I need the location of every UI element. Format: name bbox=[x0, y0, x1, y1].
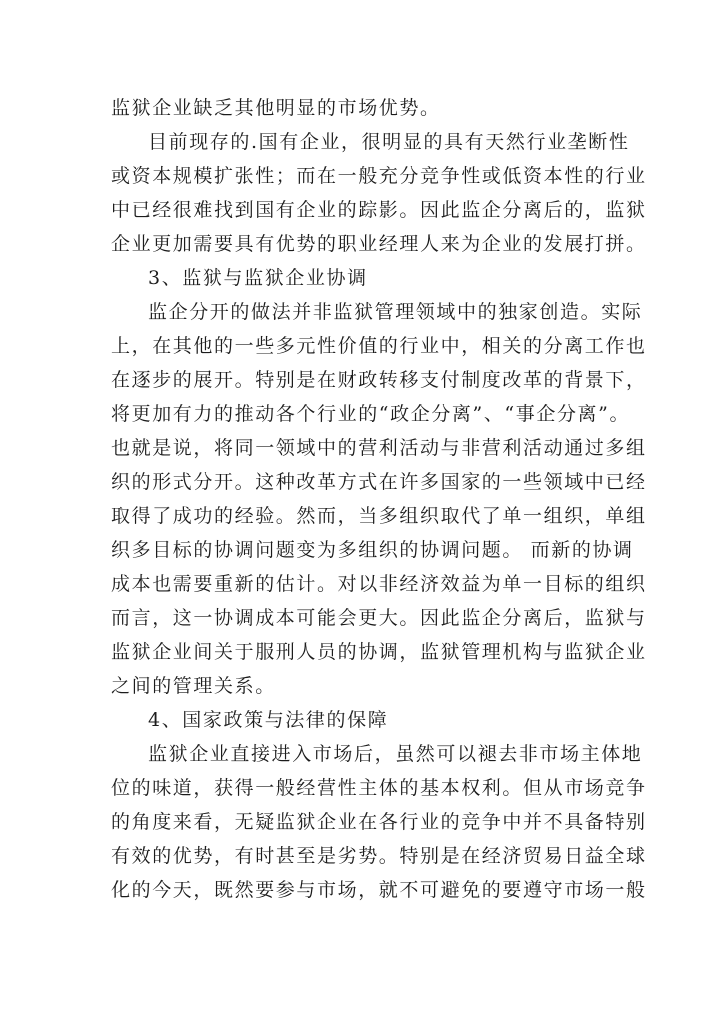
text-line: 取得了成功的经验。然而，当多组织取代了单一组织，单组 bbox=[111, 505, 647, 527]
text-line: 织多目标的协调问题变为多组织的协调问题。 而新的协调 bbox=[111, 539, 634, 561]
text-line: 之间的管理关系。 bbox=[111, 675, 276, 697]
text-line: 有效的优势，有时甚至是劣势。特别是在经济贸易日益全球 bbox=[111, 845, 647, 867]
text-line: 化的今天，既然要参与市场，就不可避免的要遵守市场一般 bbox=[111, 879, 647, 901]
text-line: 监狱企业间关于服刑人员的协调，监狱管理机构与监狱企业 bbox=[111, 641, 647, 663]
text-line: 成本也需要重新的估计。对以非经济效益为单一目标的组织 bbox=[111, 573, 647, 595]
text-line: 将更加有力的推动各个行业的“政企分离”、“事企分离”。 bbox=[111, 403, 631, 425]
text-line: 织的形式分开。这种改革方式在许多国家的一些领域中已经 bbox=[111, 471, 647, 493]
text-line: 或资本规模扩张性；而在一般充分竞争性或低资本性的行业 bbox=[111, 165, 647, 187]
text-line: 也就是说，将同一领域中的营利活动与非营利活动通过多组 bbox=[111, 437, 647, 459]
paragraph-start: 监狱企业直接进入市场后，虽然可以褪去非市场主体地 bbox=[148, 743, 643, 765]
text-line: 中已经很难找到国有企业的踪影。因此监企分离后的，监狱 bbox=[111, 199, 647, 221]
text-line: 位的味道，获得一般经营性主体的基本权利。但从市场竞争 bbox=[111, 777, 647, 799]
section-heading-4: 4、国家政策与法律的保障 bbox=[148, 709, 389, 731]
text-line: 在逐步的展开。特别是在财政转移支付制度改革的背景下， bbox=[111, 369, 647, 391]
section-heading-3: 3、监狱与监狱企业协调 bbox=[148, 267, 368, 289]
text-line: 监狱企业缺乏其他明显的市场优势。 bbox=[111, 97, 441, 119]
text-line: 上，在其他的一些多元性价值的行业中，相关的分离工作也 bbox=[111, 335, 647, 357]
text-line: 企业更加需要具有优势的职业经理人来为企业的发展打拼。 bbox=[111, 233, 647, 255]
text-line: 而言，这一协调成本可能会更大。因此监企分离后，监狱与 bbox=[111, 607, 647, 629]
paragraph-start: 监企分开的做法并非监狱管理领域中的独家创造。实际 bbox=[148, 301, 643, 323]
text-line: 的角度来看，无疑监狱企业在各行业的竞争中并不具备特别 bbox=[111, 811, 647, 833]
paragraph-start: 目前现存的.国有企业，很明显的具有天然行业垄断性 bbox=[148, 131, 630, 153]
